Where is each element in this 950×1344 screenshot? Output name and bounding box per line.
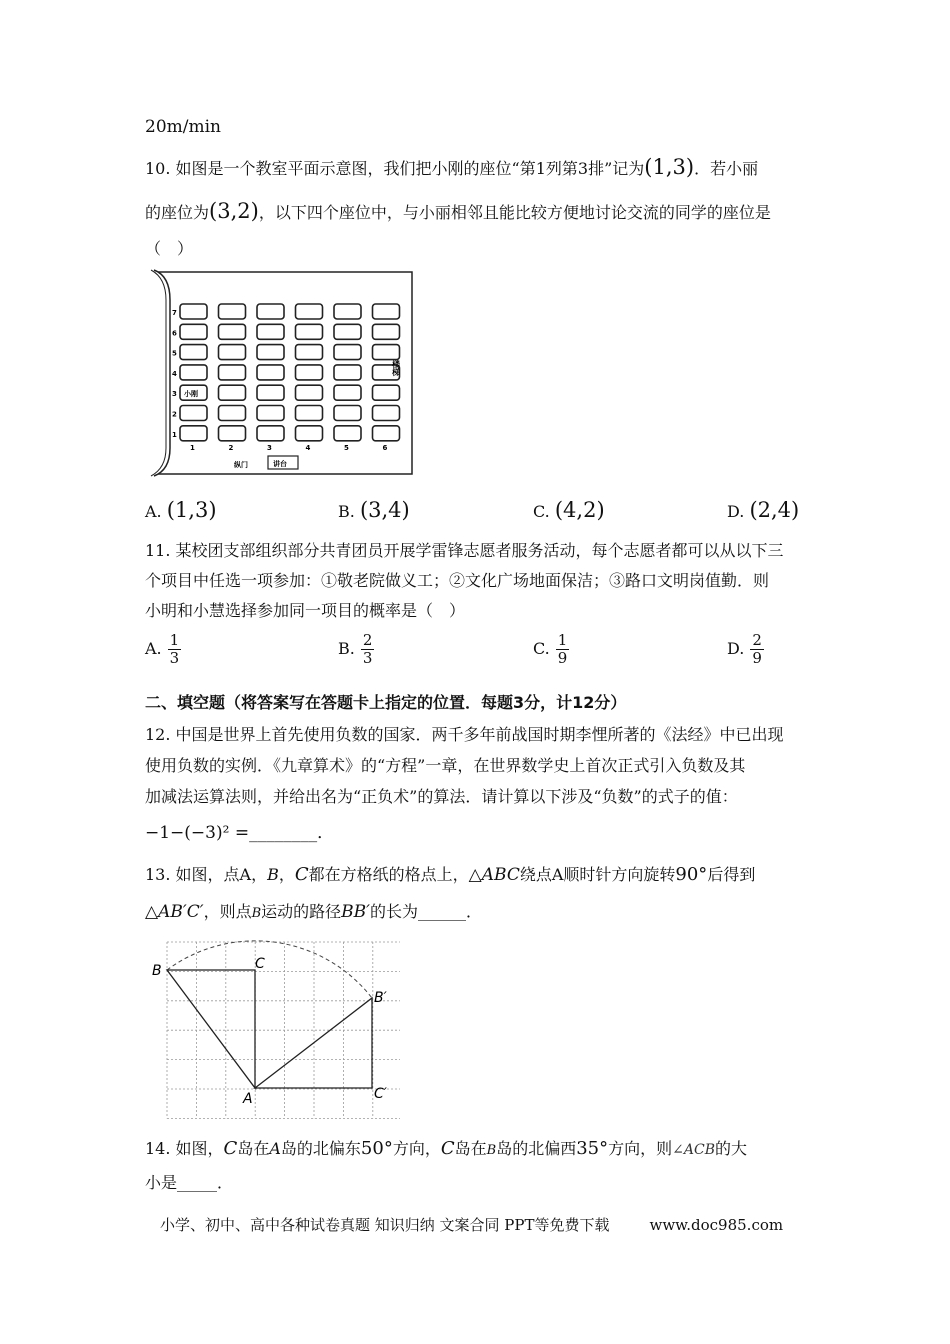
q10-line2: 的座位为(3,2)，以下四个座位中，与小丽相邻且能比较方便地讨论交流的同学的座位是 xyxy=(145,199,771,223)
seat xyxy=(180,365,207,380)
section-2-heading: 二、填空题（将答案写在答题卡上指定的位置．每题3分，计12分） xyxy=(145,693,627,712)
seat xyxy=(296,324,323,339)
seat xyxy=(180,304,207,319)
row-number: 3 xyxy=(172,390,177,399)
podium-label: 讲台 xyxy=(273,460,287,468)
classroom-figure xyxy=(146,268,416,480)
row-number: 6 xyxy=(172,329,177,338)
seat xyxy=(257,406,284,421)
q11-option-d[interactable]: D. $\frac{2}{9}$ xyxy=(727,631,762,667)
seat xyxy=(180,324,207,339)
rotation-figure xyxy=(150,938,400,1122)
seat xyxy=(219,324,246,339)
q12-line2: 使用负数的实例．《九章算术》的“方程”一章，在世界数学史上首次正式引入负数及其 xyxy=(145,756,746,775)
seat xyxy=(373,304,400,319)
seat xyxy=(373,345,400,360)
q11-option-a[interactable]: A. $\frac{1}{3}$ xyxy=(145,631,180,667)
col-number: 3 xyxy=(267,444,272,453)
seat xyxy=(257,304,284,319)
q10-line1: 10. 如图是一个教室平面示意图，我们把小刚的座位“第1列第3排”记为(1,3)．若小丽 xyxy=(145,155,759,179)
seat xyxy=(373,385,400,400)
label-a: A xyxy=(243,1091,253,1107)
door-label: 纵门 xyxy=(234,461,248,469)
col-number: 2 xyxy=(228,444,234,453)
q10-option-b[interactable]: B. (3,4) xyxy=(338,498,410,522)
q13-line2: △AB′C′，则点B运动的路径BB′的长为______． xyxy=(145,902,483,922)
q14-line1: 14. 如图，C岛在A岛的北偏东50°方向，C岛在B岛的北偏西35°方向，则∠ACB的大 xyxy=(145,1138,747,1159)
q10-coord1: (1,3) xyxy=(644,155,695,179)
seat xyxy=(334,365,361,380)
footer-site-link[interactable]: www.doc985.com xyxy=(649,1216,784,1234)
q14-line2: 小是_____． xyxy=(145,1173,234,1192)
seat xyxy=(257,324,284,339)
q11-line2: 个项目中任选一项参加：①敬老院做义工；②文化广场地面保洁；③路口文明岗值勤．则 xyxy=(145,571,770,590)
col-number: 6 xyxy=(382,444,388,453)
seat xyxy=(296,406,323,421)
seat xyxy=(373,426,400,441)
label-b-prime: B′ xyxy=(374,990,387,1006)
label-b: B xyxy=(152,963,162,979)
q11-option-b[interactable]: B. $\frac{2}{3}$ xyxy=(338,631,373,667)
q10-paren: （ ） xyxy=(145,239,194,258)
q11-line1: 11. 某校团支部组织部分共青团员开展学雷锋志愿者服务活动，每个志愿者都可以从以下三 xyxy=(145,541,784,560)
seat xyxy=(334,385,361,400)
seat xyxy=(219,365,246,380)
col-number: 1 xyxy=(190,444,195,453)
seat xyxy=(373,324,400,339)
seat xyxy=(296,304,323,319)
q12-expression: −1−(−3)² =________． xyxy=(145,823,335,843)
q13-line1: 13. 如图，点A，B，C都在方格纸的格点上，△ABC绕点A顺时针方向旋转90°后得到 xyxy=(145,864,756,885)
seat xyxy=(334,324,361,339)
q10-option-a[interactable]: A. (1,3) xyxy=(145,498,217,522)
q12-line3: 加减法运算法则，并给出名为“正负术”的算法．请计算以下涉及“负数”的式子的值： xyxy=(145,787,738,806)
seat xyxy=(219,304,246,319)
triangle-ab1c1 xyxy=(255,998,372,1088)
seat xyxy=(257,426,284,441)
row-number: 2 xyxy=(172,410,177,419)
seat xyxy=(219,385,246,400)
seat xyxy=(296,365,323,380)
seat xyxy=(219,406,246,421)
seat xyxy=(334,406,361,421)
q11-line3: 小明和小慧选择参加同一项目的概率是（ ） xyxy=(145,601,466,620)
row-number: 4 xyxy=(172,369,177,378)
stairs-label: 楼梯 xyxy=(391,360,401,376)
footer xyxy=(160,1214,783,1235)
seat xyxy=(180,426,207,441)
label-c: C xyxy=(255,956,265,972)
seat xyxy=(257,345,284,360)
q10-option-c[interactable]: C. (4,2) xyxy=(533,498,605,522)
seat xyxy=(334,426,361,441)
q10-option-d[interactable]: D. (2,4) xyxy=(727,498,800,522)
footer-text: 小学、初中、高中各种试卷真题 知识归纳 文案合同 PPT等免费下载 xyxy=(160,1216,610,1234)
seat xyxy=(296,345,323,360)
grid-lines xyxy=(167,942,400,1118)
col-number: 4 xyxy=(305,444,311,453)
xiaogang-label: 小刚 xyxy=(184,390,198,399)
seat xyxy=(334,304,361,319)
seat xyxy=(257,365,284,380)
seat xyxy=(257,385,284,400)
arc-bb-prime: BB′ xyxy=(341,902,371,922)
label-c-prime: C′ xyxy=(374,1086,387,1102)
row-number: 7 xyxy=(172,309,177,317)
row-number: 1 xyxy=(172,430,177,439)
seat xyxy=(219,345,246,360)
seat xyxy=(296,385,323,400)
seat xyxy=(180,345,207,360)
col-number: 5 xyxy=(344,444,349,453)
triangle-abc xyxy=(167,970,255,1088)
seat-grid xyxy=(172,304,400,452)
q12-line1: 12. 中国是世界上首先使用负数的国家．两千多年前战国时期李悝所著的《法经》中已出现 xyxy=(145,725,784,744)
seat xyxy=(180,406,207,421)
seat xyxy=(373,406,400,421)
top-unit: 20m/min xyxy=(145,117,221,137)
seat xyxy=(296,426,323,441)
seat xyxy=(334,345,361,360)
row-number: 5 xyxy=(172,349,177,358)
seat xyxy=(219,426,246,441)
q10-coord2: (3,2) xyxy=(209,199,259,223)
q11-option-c[interactable]: C. $\frac{1}{9}$ xyxy=(533,631,568,667)
